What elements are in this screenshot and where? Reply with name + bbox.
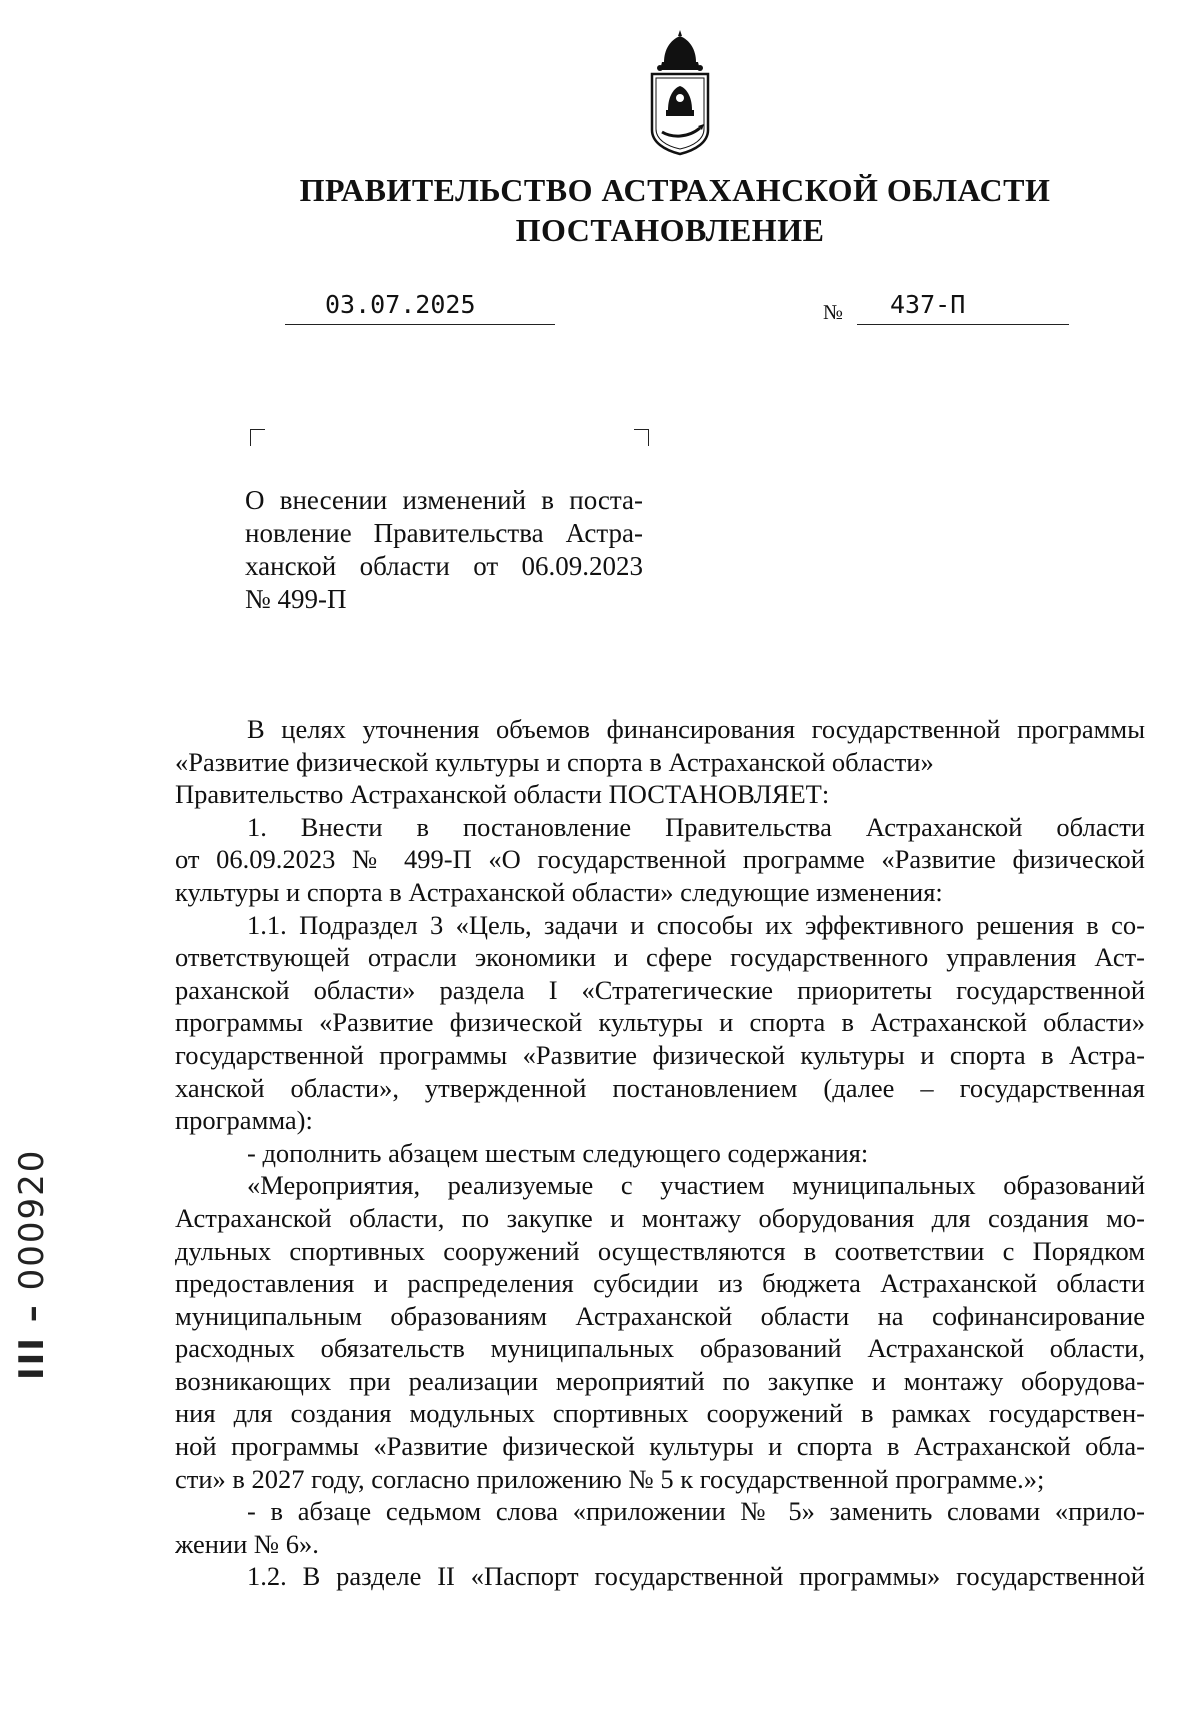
registry-stamp-prefix: ІІІ –: [12, 1303, 52, 1380]
body-line: жении № 6».: [175, 1528, 319, 1559]
body-line: государственной программы «Развитие физической культуры и спорта в Астра-: [175, 1039, 1145, 1070]
document-subject: [245, 484, 643, 616]
body-line: от 06.09.2023 № 499-П «О государственной программе «Развитие физической: [175, 844, 1145, 875]
body-line: Астраханской области, по закупке и монтажу оборудования для создания мо-: [175, 1202, 1145, 1233]
registry-stamp-number: 000920: [12, 1148, 52, 1291]
body-line: муниципальным образованиям Астраханской области на софинансирование: [175, 1300, 1145, 1331]
body-line: программы «Развитие физической культуры и спорта в Астраханской области»: [175, 1007, 1145, 1038]
subject-line: О внесении изменений в поста-: [245, 485, 643, 515]
body-line: дульных спортивных сооружений осуществляются в соответствии с Порядком: [175, 1235, 1145, 1266]
body-line: 1.2. В разделе II «Паспорт государственной программы» государственной: [247, 1561, 1145, 1592]
document-number-field: [857, 290, 1069, 325]
organization-title: ПРАВИТЕЛЬСТВО АСТРАХАНСКОЙ ОБЛАСТИ: [299, 172, 1051, 208]
subject-line: ханской области от 06.09.2023: [245, 551, 643, 581]
body-line: - дополнить абзацем шестым следующего содержания:: [247, 1137, 869, 1168]
body-line: культуры и спорта в Астраханской области» следующие изменения:: [175, 876, 943, 907]
body-line: возникающих при реализации мероприятий по закупке и монтажу оборудова-: [175, 1365, 1145, 1396]
body-line: ния для создания модульных спортивных сооружений в рамках государствен-: [175, 1398, 1145, 1429]
body-line: ханской области», утвержденной постановлением (далее – государственная: [175, 1072, 1145, 1103]
document-type-title: ПОСТАНОВЛЕНИЕ: [515, 212, 825, 248]
body-line: 1.1. Подраздел 3 «Цель, задачи и способы их эффективного решения в со-: [247, 909, 1145, 940]
document-body: [175, 713, 1145, 1593]
subject-corner-mark-right: [634, 429, 649, 446]
subject-line: новление Правительства Астра-: [245, 518, 643, 548]
document-date-field: [285, 290, 555, 325]
body-line: «Мероприятия, реализуемые с участием муниципальных образований: [247, 1170, 1145, 1201]
body-line: ной программы «Развитие физической культуры и спорта в Астраханской обла-: [175, 1431, 1145, 1462]
body-line: сти» в 2027 году, согласно приложению № 5 к государственной программе.»;: [175, 1463, 1045, 1494]
body-line: «Развитие физической культуры и спорта в Астраханской области»: [175, 746, 934, 777]
subject-line: № 499-П: [245, 584, 347, 614]
registry-stamp-code: [12, 1040, 62, 1380]
document-number: 437-П: [890, 290, 966, 319]
body-line: программа):: [175, 1105, 313, 1136]
document-date: 03.07.2025: [325, 290, 476, 319]
number-sign: №: [823, 300, 844, 324]
subject-corner-mark-left: [250, 429, 265, 446]
body-line: раханской области» раздела I «Стратегические приоритеты государственной: [175, 974, 1145, 1005]
body-line: Правительство Астраханской области ПОСТАНОВЛЯЕТ:: [175, 779, 830, 810]
body-line: предоставления и распределения субсидии из бюджета Астраханской области: [175, 1268, 1145, 1299]
coat-of-arms-icon: [640, 28, 720, 158]
body-line: 1. Внести в постановление Правительства Астраханской области: [247, 811, 1145, 842]
body-line: расходных обязательств муниципальных образований Астраханской области,: [175, 1333, 1145, 1364]
body-line: - в абзаце седьмом слова «приложении № 5» заменить словами «прило-: [247, 1496, 1145, 1527]
body-line: В целях уточнения объемов финансирования государственной программы: [247, 714, 1145, 744]
body-line: ответствующей отрасли экономики и сфере государственного управления Аст-: [175, 942, 1145, 973]
